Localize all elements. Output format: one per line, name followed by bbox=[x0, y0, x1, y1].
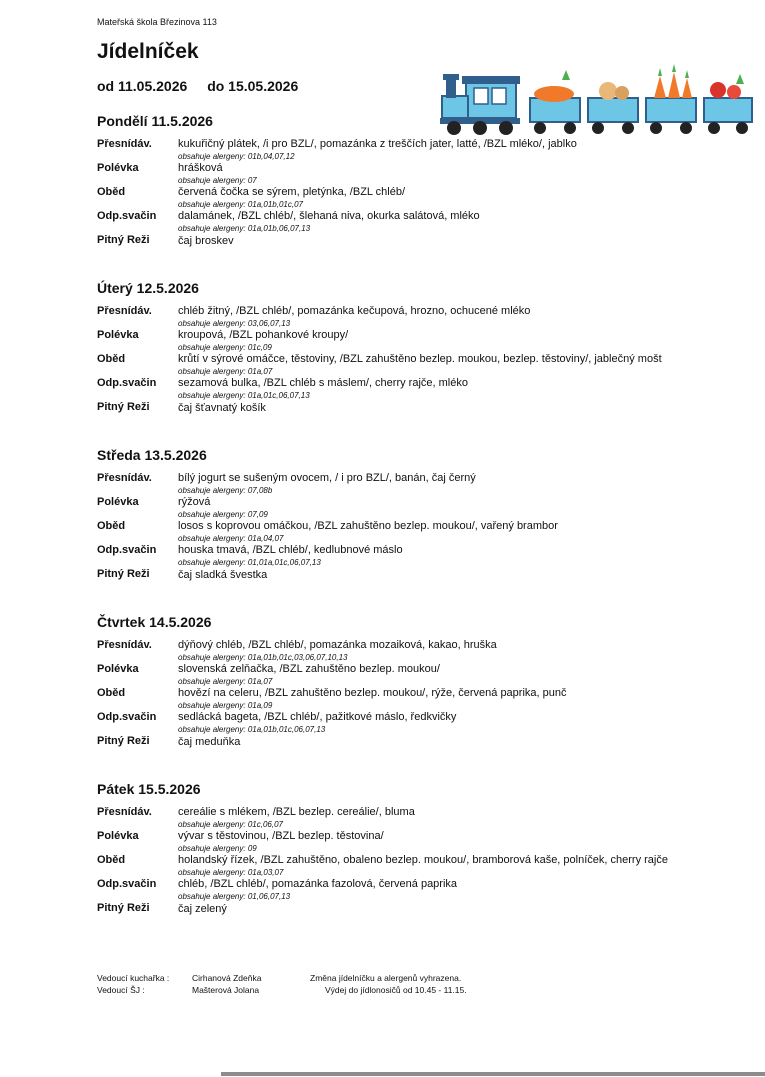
meal-dish: sedlácká bageta, /BZL chléb/, pažitkové máslo, ředkvičky bbox=[178, 711, 457, 723]
meal-label: Oběd bbox=[97, 854, 126, 866]
footer bbox=[97, 972, 597, 996]
meal-allergens: obsahuje alergeny: 01c,06,07 bbox=[178, 820, 283, 829]
meal-dish: kukuřičný plátek, /i pro BZL/, pomazánka z treščích jater, latté, /BZL mléko/, jablko bbox=[178, 138, 577, 150]
day-title: Čtvrtek 14.5.2026 bbox=[97, 614, 212, 630]
meal-dish: losos s koprovou omáčkou, /BZL zahuštěno bezlep. moukou/, vařený brambor bbox=[178, 520, 558, 532]
meal-allergens: obsahuje alergeny: 01,01a,01c,06,07,13 bbox=[178, 558, 321, 567]
meal-row bbox=[97, 854, 757, 878]
meal-label: Pitný Reži bbox=[97, 234, 150, 246]
meal-row bbox=[97, 711, 757, 735]
meal-row bbox=[97, 544, 757, 568]
meal-allergens: obsahuje alergeny: 01a,01b,01c,06,07,13 bbox=[178, 725, 326, 734]
note-change: Změna jídelníčku a alergenů vyhrazena. bbox=[310, 973, 462, 983]
bottom-divider bbox=[221, 1072, 765, 1076]
meal-dish: rýžová bbox=[178, 496, 211, 508]
meal-label: Přesnídáv. bbox=[97, 305, 152, 317]
meal-row bbox=[97, 735, 757, 750]
meal-allergens: obsahuje alergeny: 01a,04,07 bbox=[178, 534, 284, 543]
meal-dish: čaj zelený bbox=[178, 903, 227, 915]
meal-dish: vývar s těstovinou, /BZL bezlep. těstovina/ bbox=[178, 830, 384, 842]
day-title: Pátek 15.5.2026 bbox=[97, 781, 201, 797]
meal-row bbox=[97, 305, 757, 329]
day-title: Středa 13.5.2026 bbox=[97, 447, 207, 463]
meal-dish: krůtí v sýrové omáčce, těstoviny, /BZL zahuštěno bezlep. moukou, bezlep. těstoviny/, jablečný mošt bbox=[178, 353, 662, 365]
meal-row bbox=[97, 902, 757, 917]
meal-allergens: obsahuje alergeny: 01c,09 bbox=[178, 343, 272, 352]
page-title: Jídelníček bbox=[97, 40, 199, 63]
meal-label: Oběd bbox=[97, 520, 126, 532]
meal-dish: čaj broskev bbox=[178, 235, 234, 247]
meal-row bbox=[97, 138, 757, 162]
meal-row bbox=[97, 878, 757, 902]
meal-row bbox=[97, 162, 757, 186]
cook-label: Vedoucí kuchařka : bbox=[97, 973, 170, 983]
meal-label: Přesnídáv. bbox=[97, 472, 152, 484]
day-monday bbox=[97, 113, 757, 249]
meal-row bbox=[97, 210, 757, 234]
day-title: Pondělí 11.5.2026 bbox=[97, 113, 213, 129]
note-dispense: Výdej do jídlonosičů od 10.45 - 11.15. bbox=[325, 985, 467, 995]
meal-dish: čaj sladká švestka bbox=[178, 569, 268, 581]
meal-allergens: obsahuje alergeny: 07 bbox=[178, 176, 257, 185]
meal-label: Polévka bbox=[97, 162, 139, 174]
meal-dish: chléb žitný, /BZL chléb/, pomazánka kečupová, hrozno, ochucené mléko bbox=[178, 305, 531, 317]
meal-allergens: obsahuje alergeny: 07,09 bbox=[178, 510, 268, 519]
meal-row bbox=[97, 568, 757, 583]
meal-row bbox=[97, 639, 757, 663]
meal-row bbox=[97, 687, 757, 711]
manager-label: Vedoucí ŠJ : bbox=[97, 985, 145, 995]
meal-dish: chléb, /BZL chléb/, pomazánka fazolová, červená paprika bbox=[178, 878, 458, 890]
meal-dish: dýňový chléb, /BZL chléb/, pomazánka mozaiková, kakao, hruška bbox=[178, 639, 497, 651]
day-tuesday bbox=[97, 280, 757, 416]
meal-dish: bílý jogurt se sušeným ovocem, / i pro BZL/, banán, čaj černý bbox=[178, 472, 476, 484]
meal-dish: hrášková bbox=[178, 162, 223, 174]
day-wednesday bbox=[97, 447, 757, 583]
meal-label: Pitný Reži bbox=[97, 568, 150, 580]
date-range bbox=[97, 78, 298, 94]
meal-row bbox=[97, 496, 757, 520]
meal-label: Odp.svačin bbox=[97, 377, 157, 389]
meal-label: Oběd bbox=[97, 186, 126, 198]
school-name: Mateřská škola Březinova 113 bbox=[97, 17, 217, 27]
meal-allergens: obsahuje alergeny: 01a,03,07 bbox=[178, 868, 284, 877]
meal-dish: kroupová, /BZL pohankové kroupy/ bbox=[178, 329, 349, 341]
meal-allergens: obsahuje alergeny: 01a,09 bbox=[178, 701, 273, 710]
meal-allergens: obsahuje alergeny: 01,06,07,13 bbox=[178, 892, 291, 901]
meal-row bbox=[97, 806, 757, 830]
meal-row bbox=[97, 520, 757, 544]
meal-row bbox=[97, 234, 757, 249]
meal-row bbox=[97, 353, 757, 377]
meal-row bbox=[97, 377, 757, 401]
meal-label: Oběd bbox=[97, 353, 126, 365]
meal-label: Pitný Reži bbox=[97, 735, 150, 747]
meal-label: Odp.svačin bbox=[97, 878, 157, 890]
day-title: Úterý 12.5.2026 bbox=[97, 280, 199, 296]
meal-label: Polévka bbox=[97, 329, 139, 341]
meal-label: Přesnídáv. bbox=[97, 639, 152, 651]
meal-dish: červená čočka se sýrem, pletýnka, /BZL chléb/ bbox=[178, 186, 406, 198]
meal-allergens: obsahuje alergeny: 01a,07 bbox=[178, 367, 273, 376]
meal-dish: holandský řízek, /BZL zahuštěno, obaleno bezlep. moukou/, bramborová kaše, polníček, cherry rajče bbox=[178, 854, 668, 866]
meal-label: Polévka bbox=[97, 830, 139, 842]
meal-dish: čaj šťavnatý košík bbox=[178, 402, 266, 414]
cook-name: Cirhanová Zdeňka bbox=[192, 973, 262, 983]
meal-allergens: obsahuje alergeny: 07,08b bbox=[178, 486, 273, 495]
meal-allergens: obsahuje alergeny: 01a,01c,06,07,13 bbox=[178, 391, 310, 400]
day-thursday bbox=[97, 614, 757, 750]
meal-dish: hovězí na celeru, /BZL zahuštěno bezlep. moukou/, rýže, červená paprika, punč bbox=[178, 687, 567, 699]
meal-allergens: obsahuje alergeny: 01a,01b,01c,03,06,07,10,13 bbox=[178, 653, 348, 662]
date-from: od 11.05.2026 bbox=[97, 78, 188, 94]
meal-label: Polévka bbox=[97, 663, 139, 675]
meal-dish: cereálie s mlékem, /BZL bezlep. cereálie/, bluma bbox=[178, 806, 415, 818]
meal-dish: čaj meduňka bbox=[178, 736, 241, 748]
meal-allergens: obsahuje alergeny: 03,06,07,13 bbox=[178, 319, 291, 328]
meal-dish: dalamánek, /BZL chléb/, šlehaná niva, okurka salátová, mléko bbox=[178, 210, 480, 222]
manager-name: Mašterová Jolana bbox=[192, 985, 260, 995]
meal-dish: houska tmavá, /BZL chléb/, kedlubnové máslo bbox=[178, 544, 403, 556]
meal-label: Oběd bbox=[97, 687, 126, 699]
meal-row bbox=[97, 663, 757, 687]
day-friday bbox=[97, 781, 757, 917]
meal-label: Pitný Reži bbox=[97, 401, 150, 413]
meal-label: Odp.svačin bbox=[97, 711, 157, 723]
meal-allergens: obsahuje alergeny: 01b,04,07,12 bbox=[178, 152, 295, 161]
meal-row bbox=[97, 186, 757, 210]
meal-row bbox=[97, 329, 757, 353]
meal-allergens: obsahuje alergeny: 09 bbox=[178, 844, 257, 853]
meal-label: Polévka bbox=[97, 496, 139, 508]
meal-dish: sezamová bulka, /BZL chléb s máslem/, cherry rajče, mléko bbox=[178, 377, 468, 389]
date-to: do 15.05.2026 bbox=[207, 78, 299, 94]
meal-label: Odp.svačin bbox=[97, 210, 157, 222]
meal-row bbox=[97, 830, 757, 854]
meal-allergens: obsahuje alergeny: 01a,01b,01c,07 bbox=[178, 200, 303, 209]
meal-label: Přesnídáv. bbox=[97, 138, 152, 150]
meal-dish: slovenská zelňačka, /BZL zahuštěno bezlep. moukou/ bbox=[178, 663, 440, 675]
meal-row bbox=[97, 472, 757, 496]
meal-label: Přesnídáv. bbox=[97, 806, 152, 818]
meal-allergens: obsahuje alergeny: 01a,07 bbox=[178, 677, 273, 686]
meal-allergens: obsahuje alergeny: 01a,01b,06,07,13 bbox=[178, 224, 311, 233]
meal-row bbox=[97, 401, 757, 416]
meal-label: Odp.svačin bbox=[97, 544, 157, 556]
meal-label: Pitný Reži bbox=[97, 902, 150, 914]
